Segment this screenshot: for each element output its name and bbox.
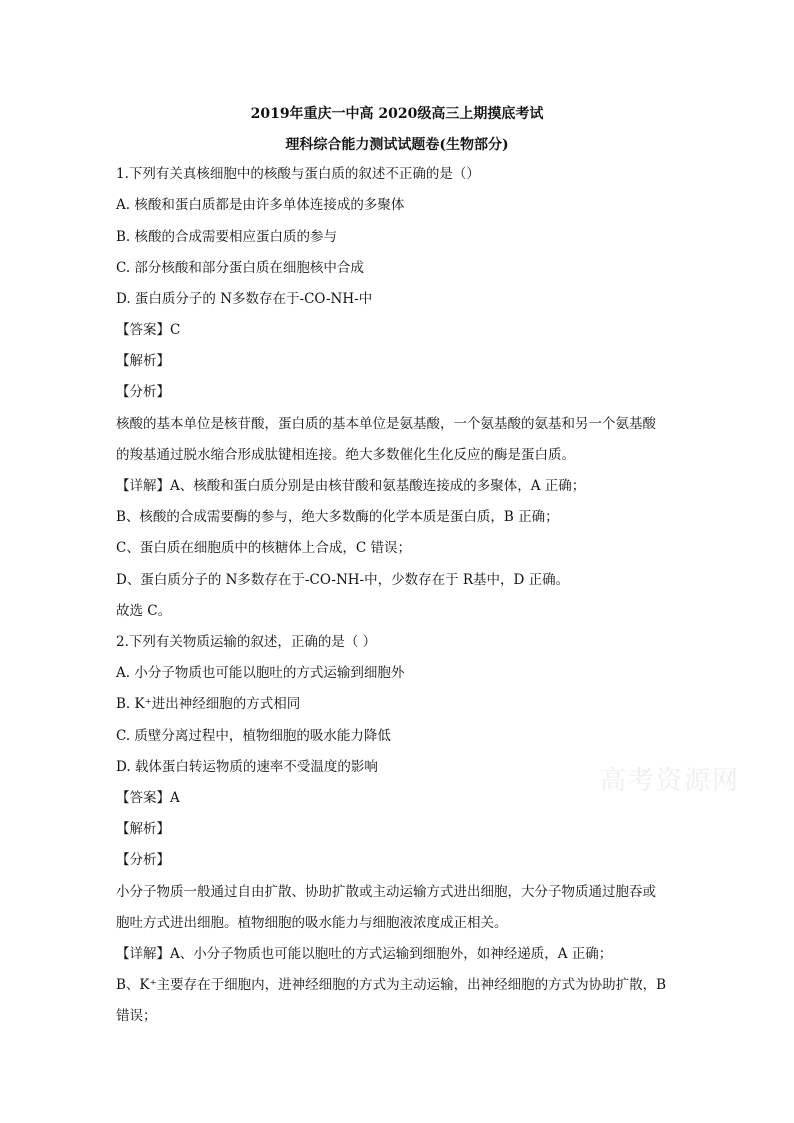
watermark: 高考资源网 xyxy=(600,766,741,796)
question-2-option-c: C. 质壁分离过程中，植物细胞的吸水能力降低 xyxy=(116,728,391,744)
question-1-detail-c: C、蛋白质在细胞质中的核糖体上合成，C 错误； xyxy=(116,540,411,556)
question-2-option-a: A. 小分子物质也可能以胞吐的方式运输到细胞外 xyxy=(116,665,405,681)
question-2-analysis-heading: 【解析】 xyxy=(116,821,170,837)
question-2-analyze-text-1: 小分子物质一般通过自由扩散、协助扩散或主动运输方式进出细胞，大分子物质通过胞吞或 xyxy=(116,884,656,900)
question-1-stem: 1.下列有关真核细胞中的核酸与蛋白质的叙述不正确的是（） xyxy=(116,166,480,182)
document-subtitle: 理科综合能力测试试题卷(生物部分) xyxy=(285,137,509,153)
question-2-detail-a: 【详解】A、小分子物质也可能以胞吐的方式运输到细胞外，如神经递质，A 正确； xyxy=(116,946,613,962)
question-1-conclusion: 故选 C。 xyxy=(116,603,172,619)
question-1-analyze-heading: 【分析】 xyxy=(116,384,170,400)
question-2-detail-b-cont: 错误； xyxy=(116,1008,157,1024)
question-1-option-a: A. 核酸和蛋白质都是由许多单体连接成的多聚体 xyxy=(116,197,405,213)
question-1-detail-d: D、蛋白质分子的 N多数存在于-CO-NH-中，少数存在于 R基中，D 正确。 xyxy=(116,572,570,588)
question-1-detail-b: B、核酸的合成需要酶的参与，绝大多数酶的化学本质是蛋白质，B 正确； xyxy=(116,509,559,525)
question-2-detail-b: B、K⁺主要存在于细胞内，进神经细胞的方式为主动运输，出神经细胞的方式为协助扩散，B xyxy=(116,977,667,993)
question-2-answer: 【答案】A xyxy=(116,790,180,806)
question-1-analyze-text-2: 的羧基通过脱水缩合形成肽键相连接。绝大多数催化生化反应的酶是蛋白质。 xyxy=(116,447,575,463)
question-1-analyze-text-1: 核酸的基本单位是核苷酸，蛋白质的基本单位是氨基酸，一个氨基酸的氨基和另一个氨基酸 xyxy=(116,416,656,432)
question-2-analyze-text-2: 胞吐方式进出细胞。植物细胞的吸水能力与细胞液浓度成正相关。 xyxy=(116,915,508,931)
document-title: 2019年重庆一中高 2020级高三上期摸底考试 xyxy=(250,106,544,122)
question-2-option-d: D. 载体蛋白转运物质的速率不受温度的影响 xyxy=(116,759,378,775)
question-1-answer: 【答案】C xyxy=(116,322,181,338)
question-2-analyze-heading: 【分析】 xyxy=(116,852,170,868)
question-1-option-c: C. 部分核酸和部分蛋白质在细胞核中合成 xyxy=(116,260,364,276)
question-1-analysis-heading: 【解析】 xyxy=(116,353,170,369)
question-1-option-d: D. 蛋白质分子的 N多数存在于-CO-NH-中 xyxy=(116,291,373,307)
question-2-option-b: B. K⁺进出神经细胞的方式相同 xyxy=(116,696,301,712)
question-2-stem: 2.下列有关物质运输的叙述，正确的是（ ） xyxy=(116,634,377,650)
question-1-detail-a: 【详解】A、核酸和蛋白质分别是由核苷酸和氨基酸连接成的多聚体，A 正确； xyxy=(116,478,586,494)
question-1-option-b: B. 核酸的合成需要相应蛋白质的参与 xyxy=(116,229,338,245)
